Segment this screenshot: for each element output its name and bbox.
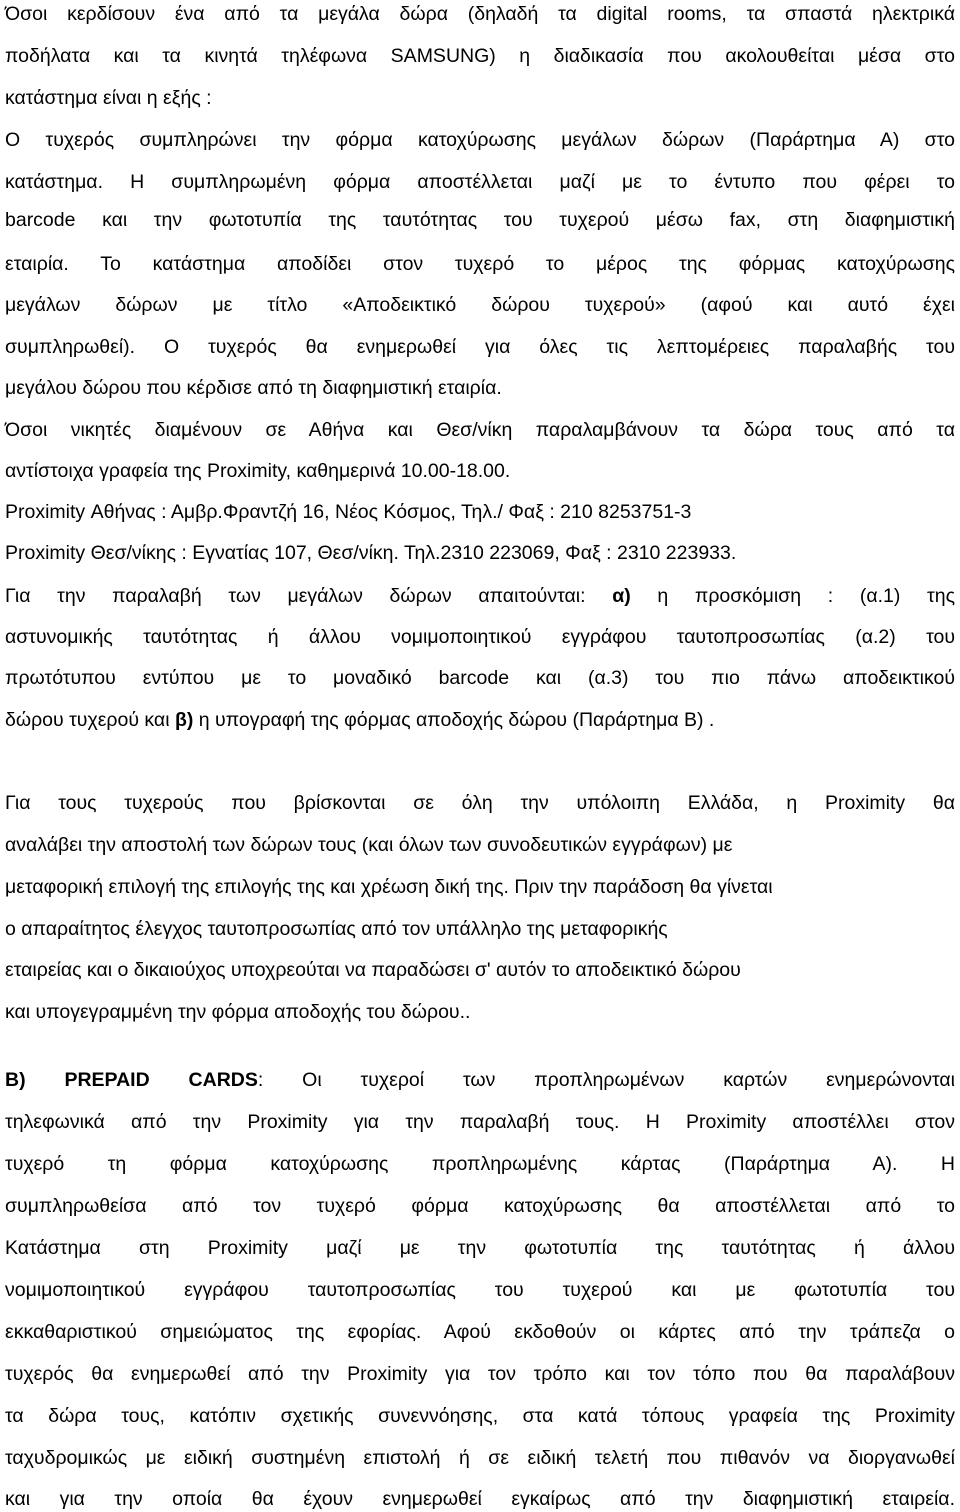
- requirement-a-label: α): [612, 585, 631, 607]
- paragraph-line: Όσοι νικητές διαμένουν σε Αθήνα και Θεσ/νίκη παραλαμβάνουν τα δώρα τους από τα: [5, 419, 955, 441]
- prepaid-line: [5, 1068, 955, 1092]
- requirement-b-label: β): [174, 709, 194, 731]
- requirements-line: [5, 584, 955, 608]
- paragraph-line: αντίστοιχα γραφεία της Proximity, καθημερινά 10.00-18.00.: [5, 460, 511, 482]
- prepaid-line: εκκαθαριστικού σημειώματος της εφορίας. Αφού εκδοθούν οι κάρτες από την τράπεζα ο: [5, 1321, 955, 1343]
- paragraph-line: Ο τυχερός συμπληρώνει την φόρμα κατοχύρωσης μεγάλων δώρων (Παράρτημα Α) στο: [5, 129, 955, 151]
- paragraph-line: μεγάλων δώρων με τίτλο «Αποδεικτικό δώρου τυχερού» (αφού και αυτό έχει: [5, 294, 955, 316]
- requirements-line: [5, 708, 714, 732]
- prepaid-line: Κατάστημα στη Proximity μαζί με την φωτοτυπία της ταυτότητας ή άλλου: [5, 1237, 955, 1259]
- section-heading: B) PREPAID CARDS: [5, 1069, 258, 1091]
- prepaid-line: τα δώρα τους, κατόπιν σχετικής συνεννόησης, στα κατά τόπους γραφεία της Proximity: [5, 1405, 955, 1427]
- paragraph-line: μεγάλου δώρου που κέρδισε από τη διαφημιστική εταιρία.: [5, 377, 502, 399]
- paragraph-line: μεταφορική επιλογή της επιλογής της και χρέωση δική της. Πριν την παράδοση θα γίνεται: [5, 876, 773, 898]
- requirements-text: δώρου τυχερού και: [5, 709, 175, 731]
- requirements-text: η υπογραφή της φόρμας αποδοχής δώρου (Παράρτημα Β) .: [193, 709, 715, 731]
- paragraph-line: barcode και την φωτοτυπία της ταυτότητας του τυχερού μέσω fax, στη διαφημιστική: [5, 209, 955, 231]
- requirements-text: Για την παραλαβή των μεγάλων δώρων απαιτούνται:: [5, 585, 613, 607]
- prepaid-line: τηλεφωνικά από την Proximity για την παραλαβή τους. Η Proximity αποστέλλει στον: [5, 1111, 955, 1133]
- prepaid-text: : Οι τυχεροί των προπληρωμένων καρτών ενημερώνονται: [257, 1069, 955, 1091]
- paragraph-line: κατάστημα. Η συμπληρωμένη φόρμα αποστέλλεται μαζί με το έντυπο που φέρει το: [5, 171, 955, 193]
- prepaid-line: συμπληρωθείσα από τον τυχερό φόρμα κατοχύρωσης θα αποστέλλεται από το: [5, 1195, 955, 1217]
- paragraph-line: και υπογεγραμμένη την φόρμα αποδοχής του δώρου..: [5, 1001, 471, 1023]
- prepaid-line: τυχερός θα ενημερωθεί από την Proximity για τον τρόπο και τον τόπο που θα παραλάβουν: [5, 1363, 955, 1385]
- paragraph-line: Όσοι κερδίσουν ένα από τα μεγάλα δώρα (δηλαδή τα digital rooms, τα σπαστά ηλεκτρικά: [5, 3, 955, 25]
- office-thessaloniki-line: Proximity Θεσ/νίκης : Εγνατίας 107, Θεσ/νίκη. Τηλ.2310 223069, Φαξ : 2310 223933.: [5, 542, 737, 564]
- paragraph-line: εταιρία. Το κατάστημα αποδίδει στον τυχερό το μέρος της φόρμας κατοχύρωσης: [5, 253, 955, 275]
- paragraph-line: εταιρείας και ο δικαιούχος υποχρεούται να παραδώσει σ' αυτόν το αποδεικτικό δώρου: [5, 959, 741, 981]
- requirements-line: αστυνομικής ταυτότητας ή άλλου νομιμοποιητικού εγγράφου ταυτοπροσωπίας (α.2) του: [5, 626, 955, 648]
- paragraph-line: κατάστημα είναι η εξής :: [5, 87, 212, 109]
- paragraph-line: αναλάβει την αποστολή των δώρων τους (και όλων των συνοδευτικών εγγράφων) με: [5, 834, 733, 856]
- requirements-text: η προσκόμιση : (α.1) της: [630, 585, 955, 607]
- paragraph-line: συμπληρωθεί). Ο τυχερός θα ενημερωθεί για όλες τις λεπτομέρειες παραλαβής του: [5, 336, 955, 358]
- office-athens-line: Proximity Αθήνας : Αμβρ.Φραντζή 16, Νέος Κόσμος, Τηλ./ Φαξ : 210 8253751-3: [5, 501, 692, 523]
- prepaid-line: νομιμοποιητικού εγγράφου ταυτοπροσωπίας του τυχερού και με φωτοτυπία του: [5, 1279, 955, 1301]
- paragraph-line: ποδήλατα και τα κινητά τηλέφωνα SAMSUNG) η διαδικασία που ακολουθείται μέσα στο: [5, 45, 955, 67]
- paragraph-line: Για τους τυχερούς που βρίσκονται σε όλη την υπόλοιπη Ελλάδα, η Proximity θα: [5, 792, 955, 814]
- prepaid-line: τυχερό τη φόρμα κατοχύρωσης προπληρωμένης κάρτας (Παράρτημα Α). Η: [5, 1153, 955, 1175]
- prepaid-line: ταχυδρομικώς με ειδική συστημένη επιστολή ή σε ειδική τελετή που πιθανόν να διοργανωθεί: [5, 1447, 955, 1469]
- paragraph-line: ο απαραίτητος έλεγχος ταυτοπροσωπίας από τον υπάλληλο της μεταφορικής: [5, 918, 668, 940]
- requirements-line: πρωτότυπου εντύπου με το μοναδικό barcode και (α.3) του πιο πάνω αποδεικτικού: [5, 667, 955, 689]
- prepaid-line: και για την οποία θα έχουν ενημερωθεί εγκαίρως από την διαφημιστική εταιρεία.: [5, 1488, 955, 1510]
